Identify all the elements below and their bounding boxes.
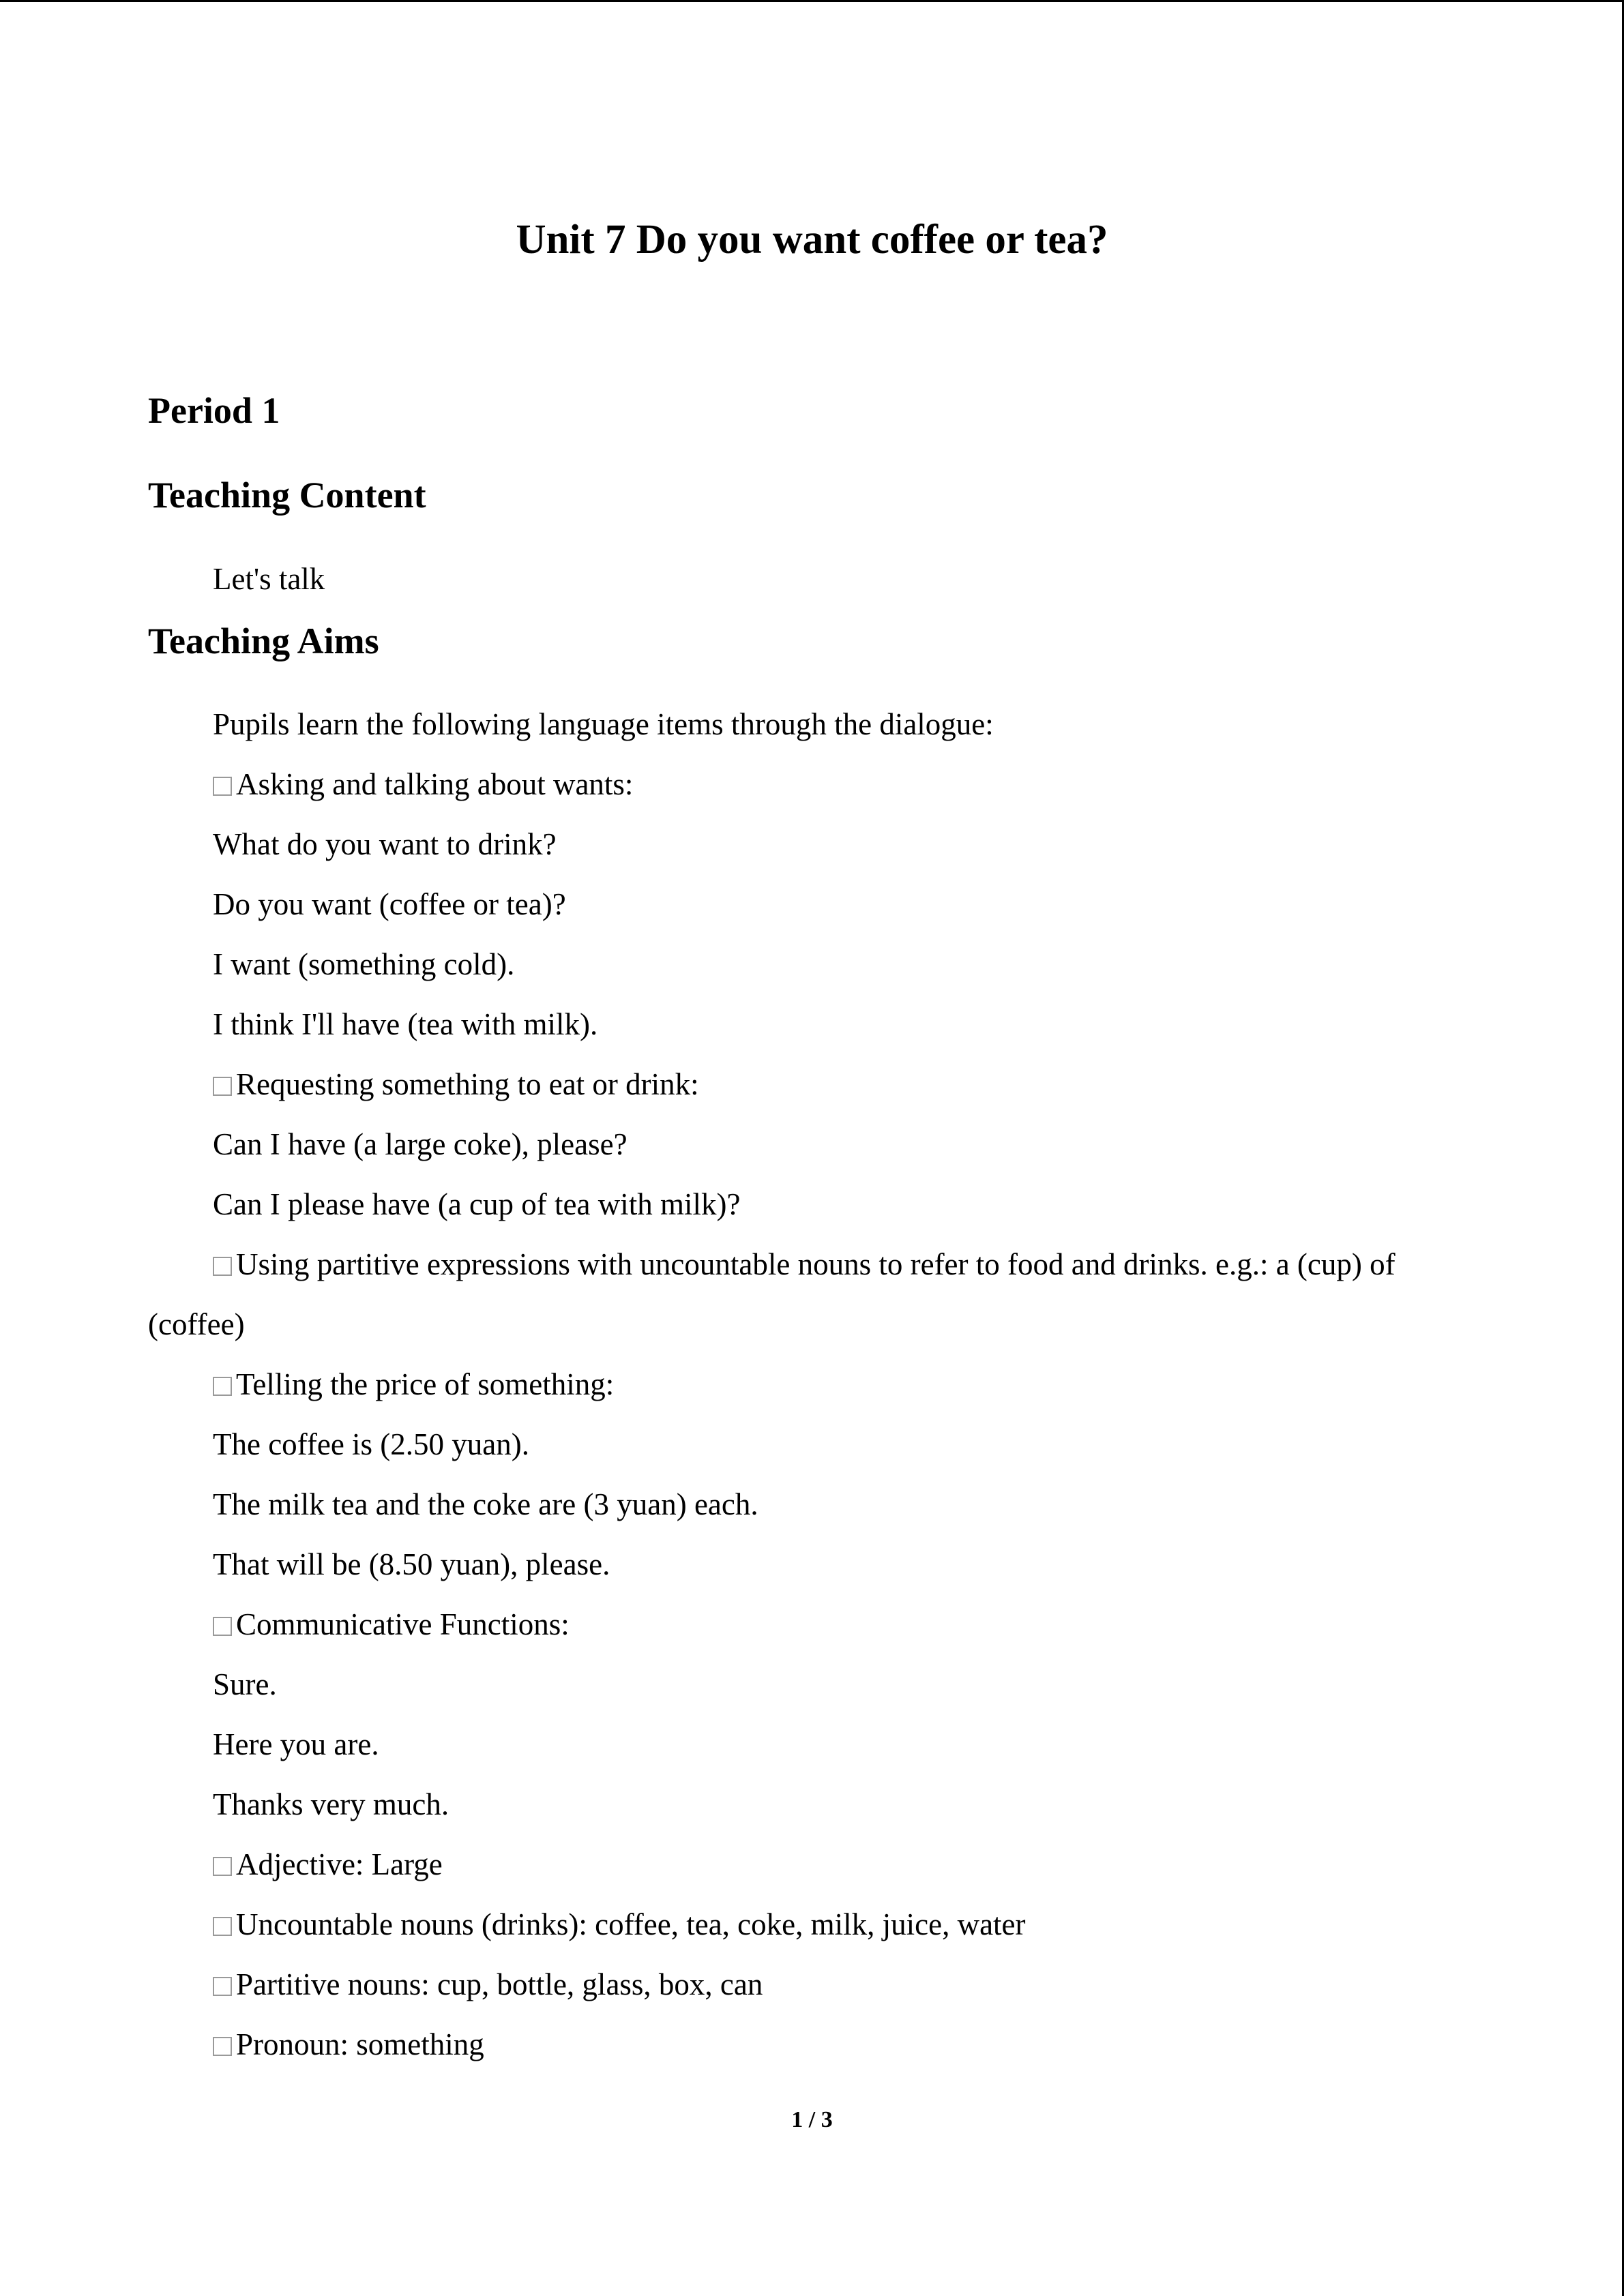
checkbox-bullet-icon — [213, 1857, 232, 1876]
bullet-text: Telling the price of something: — [236, 1367, 615, 1401]
aims-intro: Pupils learn the following language items through the dialogue: — [213, 707, 994, 741]
example-line: Here you are. — [213, 1727, 379, 1761]
bullet-text: Uncountable nouns (drinks): coffee, tea, coke, milk, juice, water — [236, 1907, 1026, 1941]
bullet-item — [213, 1064, 699, 1105]
bullet-item — [213, 764, 633, 805]
example-line: I think I'll have (tea with milk). — [213, 1007, 598, 1041]
teaching-content-text: Let's talk — [213, 562, 325, 596]
document-title: Unit 7 Do you want coffee or tea? — [516, 217, 1108, 263]
bullet-item — [213, 1904, 1026, 1945]
example-line-continuation: (coffee) — [148, 1307, 245, 1341]
bullet-item — [213, 1244, 1396, 1285]
checkbox-bullet-icon — [213, 1257, 232, 1276]
example-line: That will be (8.50 yuan), please. — [213, 1547, 610, 1581]
example-line: Can I please have (a cup of tea with milk)? — [213, 1187, 741, 1221]
period-heading: Period 1 — [148, 390, 280, 431]
bullet-item — [213, 1844, 443, 1885]
bullet-item — [213, 2024, 484, 2065]
checkbox-bullet-icon — [213, 1917, 232, 1936]
page-number: 1 / 3 — [791, 2107, 833, 2132]
bullet-item — [213, 1604, 570, 1645]
page-top-border — [0, 0, 1624, 2]
checkbox-bullet-icon — [213, 1377, 232, 1396]
example-line: Sure. — [213, 1667, 277, 1701]
bullet-text: Using partitive expressions with uncountable nouns to refer to food and drinks. e.g.: a (cup) of — [236, 1247, 1396, 1281]
bullet-item — [213, 1364, 614, 1405]
checkbox-bullet-icon — [213, 2037, 232, 2056]
checkbox-bullet-icon — [213, 1617, 232, 1636]
bullet-text: Partitive nouns: cup, bottle, glass, box, can — [236, 1967, 763, 2001]
bullet-text: Asking and talking about wants: — [236, 767, 634, 801]
bullet-text: Adjective: Large — [236, 1847, 443, 1881]
teaching-content-heading: Teaching Content — [148, 475, 426, 516]
bullet-item — [213, 1964, 763, 2005]
example-line: Thanks very much. — [213, 1787, 449, 1821]
example-line: I want (something cold). — [213, 947, 515, 981]
teaching-aims-heading: Teaching Aims — [148, 621, 379, 661]
checkbox-bullet-icon — [213, 1077, 232, 1096]
bullet-text: Requesting something to eat or drink: — [236, 1067, 699, 1101]
example-line: The milk tea and the coke are (3 yuan) each. — [213, 1487, 758, 1521]
bullet-text: Pronoun: something — [236, 2027, 484, 2061]
checkbox-bullet-icon — [213, 1977, 232, 1996]
bullet-text: Communicative Functions: — [236, 1607, 570, 1641]
example-line: Can I have (a large coke), please? — [213, 1127, 628, 1161]
example-line: What do you want to drink? — [213, 827, 557, 861]
checkbox-bullet-icon — [213, 777, 232, 796]
example-line: The coffee is (2.50 yuan). — [213, 1427, 529, 1461]
example-line: Do you want (coffee or tea)? — [213, 887, 566, 921]
